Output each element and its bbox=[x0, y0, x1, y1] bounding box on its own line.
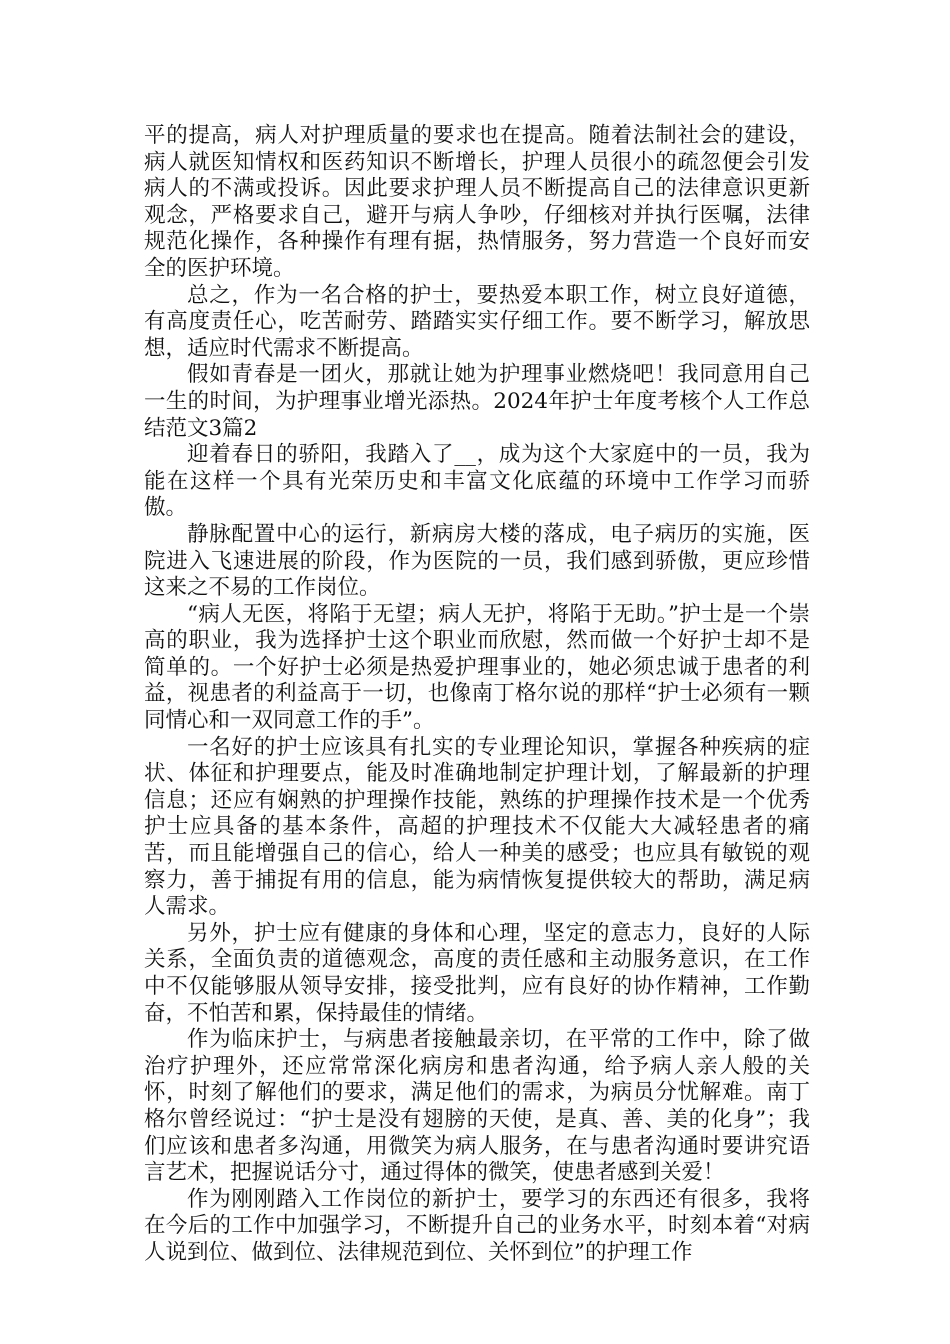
paragraph-4: 迎着春日的骄阳，我踏入了__，成为这个大家庭中的一员，我为能在这样一个具有光荣历史和丰富文化底蕴的环境中工作学习而骄傲。 bbox=[144, 442, 810, 521]
paragraph-2: 总之，作为一名合格的护士，要热爱本职工作，树立良好道德，有高度责任心，吃苦耐劳、踏踏实实仔细工作。要不断学习，解放思想，适应时代需求不断提高。 bbox=[144, 282, 810, 361]
paragraph-9: 作为临床护士，与病患者接触最亲切，在平常的工作中，除了做治疗护理外，还应常常深化病房和患者沟通，给予病人亲人般的关怀，时刻了解他们的要求，满足他们的需求，为病员分忧解难。南丁格尔曾经说过：“护士是没有翅膀的天使，是真、善、美的化身”；我们应该和患者多沟通，用微笑为病人服务，在与患者沟通时要讲究语言艺术，把握说话分寸，通过得体的微笑，使患者感到关爱！ bbox=[144, 1027, 810, 1186]
paragraph-1: 平的提高，病人对护理质量的要求也在提高。随着法制社会的建设，病人就医知情权和医药知识不断增长，护理人员很小的疏忽便会引发病人的不满或投诉。因此要求护理人员不断提高自己的法律意识更新观念，严格要求自己，避开与病人争吵，仔细核对并执行医嘱，法律规范化操作，各种操作有理有据，热情服务，努力营造一个良好而安全的医护环境。 bbox=[144, 123, 810, 281]
document-body bbox=[144, 123, 810, 1267]
paragraph-10: 作为刚刚踏入工作岗位的新护士，要学习的东西还有很多，我将在今后的工作中加强学习，不断提升自己的业务水平，时刻本着“对病人说到位、做到位、法律规范到位、关怀到位”的护理工作 bbox=[144, 1186, 810, 1265]
paragraph-3: 假如青春是一团火，那就让她为护理事业燃烧吧！我同意用自己一生的时间，为护理事业增光添热。2024年护士年度考核个人工作总结范文3篇2 bbox=[144, 362, 810, 441]
paragraph-5: 静脉配置中心的运行，新病房大楼的落成，电子病历的实施，医院进入飞速进展的阶段，作为医院的一员，我们感到骄傲，更应珍惜这来之不易的工作岗位。 bbox=[144, 521, 810, 601]
paragraph-6: “病人无医，将陷于无望；病人无护，将陷于无助。”护士是一个崇高的职业，我为选择护士这个职业而欣慰，然而做一个好护士却不是简单的。一个好护士必须是热爱护理事业的，她必须忠诚于患者的利益，视患者的利益高于一切，也像南丁格尔说的那样“护士必须有一颗同情心和一双同意工作的手”。 bbox=[144, 601, 810, 734]
paragraph-8: 另外，护士应有健康的身体和心理，坚定的意志力，良好的人际关系，全面负责的道德观念，高度的责任感和主动服务意识，在工作中不仅能够服从领导安排，接受批判，应有良好的协作精神，工作勤奋，不怕苦和累，保持最佳的情绪。 bbox=[144, 920, 810, 1026]
paragraph-7: 一名好的护士应该具有扎实的专业理论知识，掌握各种疾病的症状、体征和护理要点，能及时准确地制定护理计划，了解最新的护理信息；还应有娴熟的护理操作技能，熟练的护理操作技术是一个优秀护士应具备的基本条件，高超的护理技术不仅能大大减轻患者的痛苦，而且能增强自己的信心，给人一种美的感受；也应具有敏锐的观察力，善于捕捉有用的信息，能为病情恢复提供较大的帮助，满足病人需求。 bbox=[144, 734, 810, 920]
